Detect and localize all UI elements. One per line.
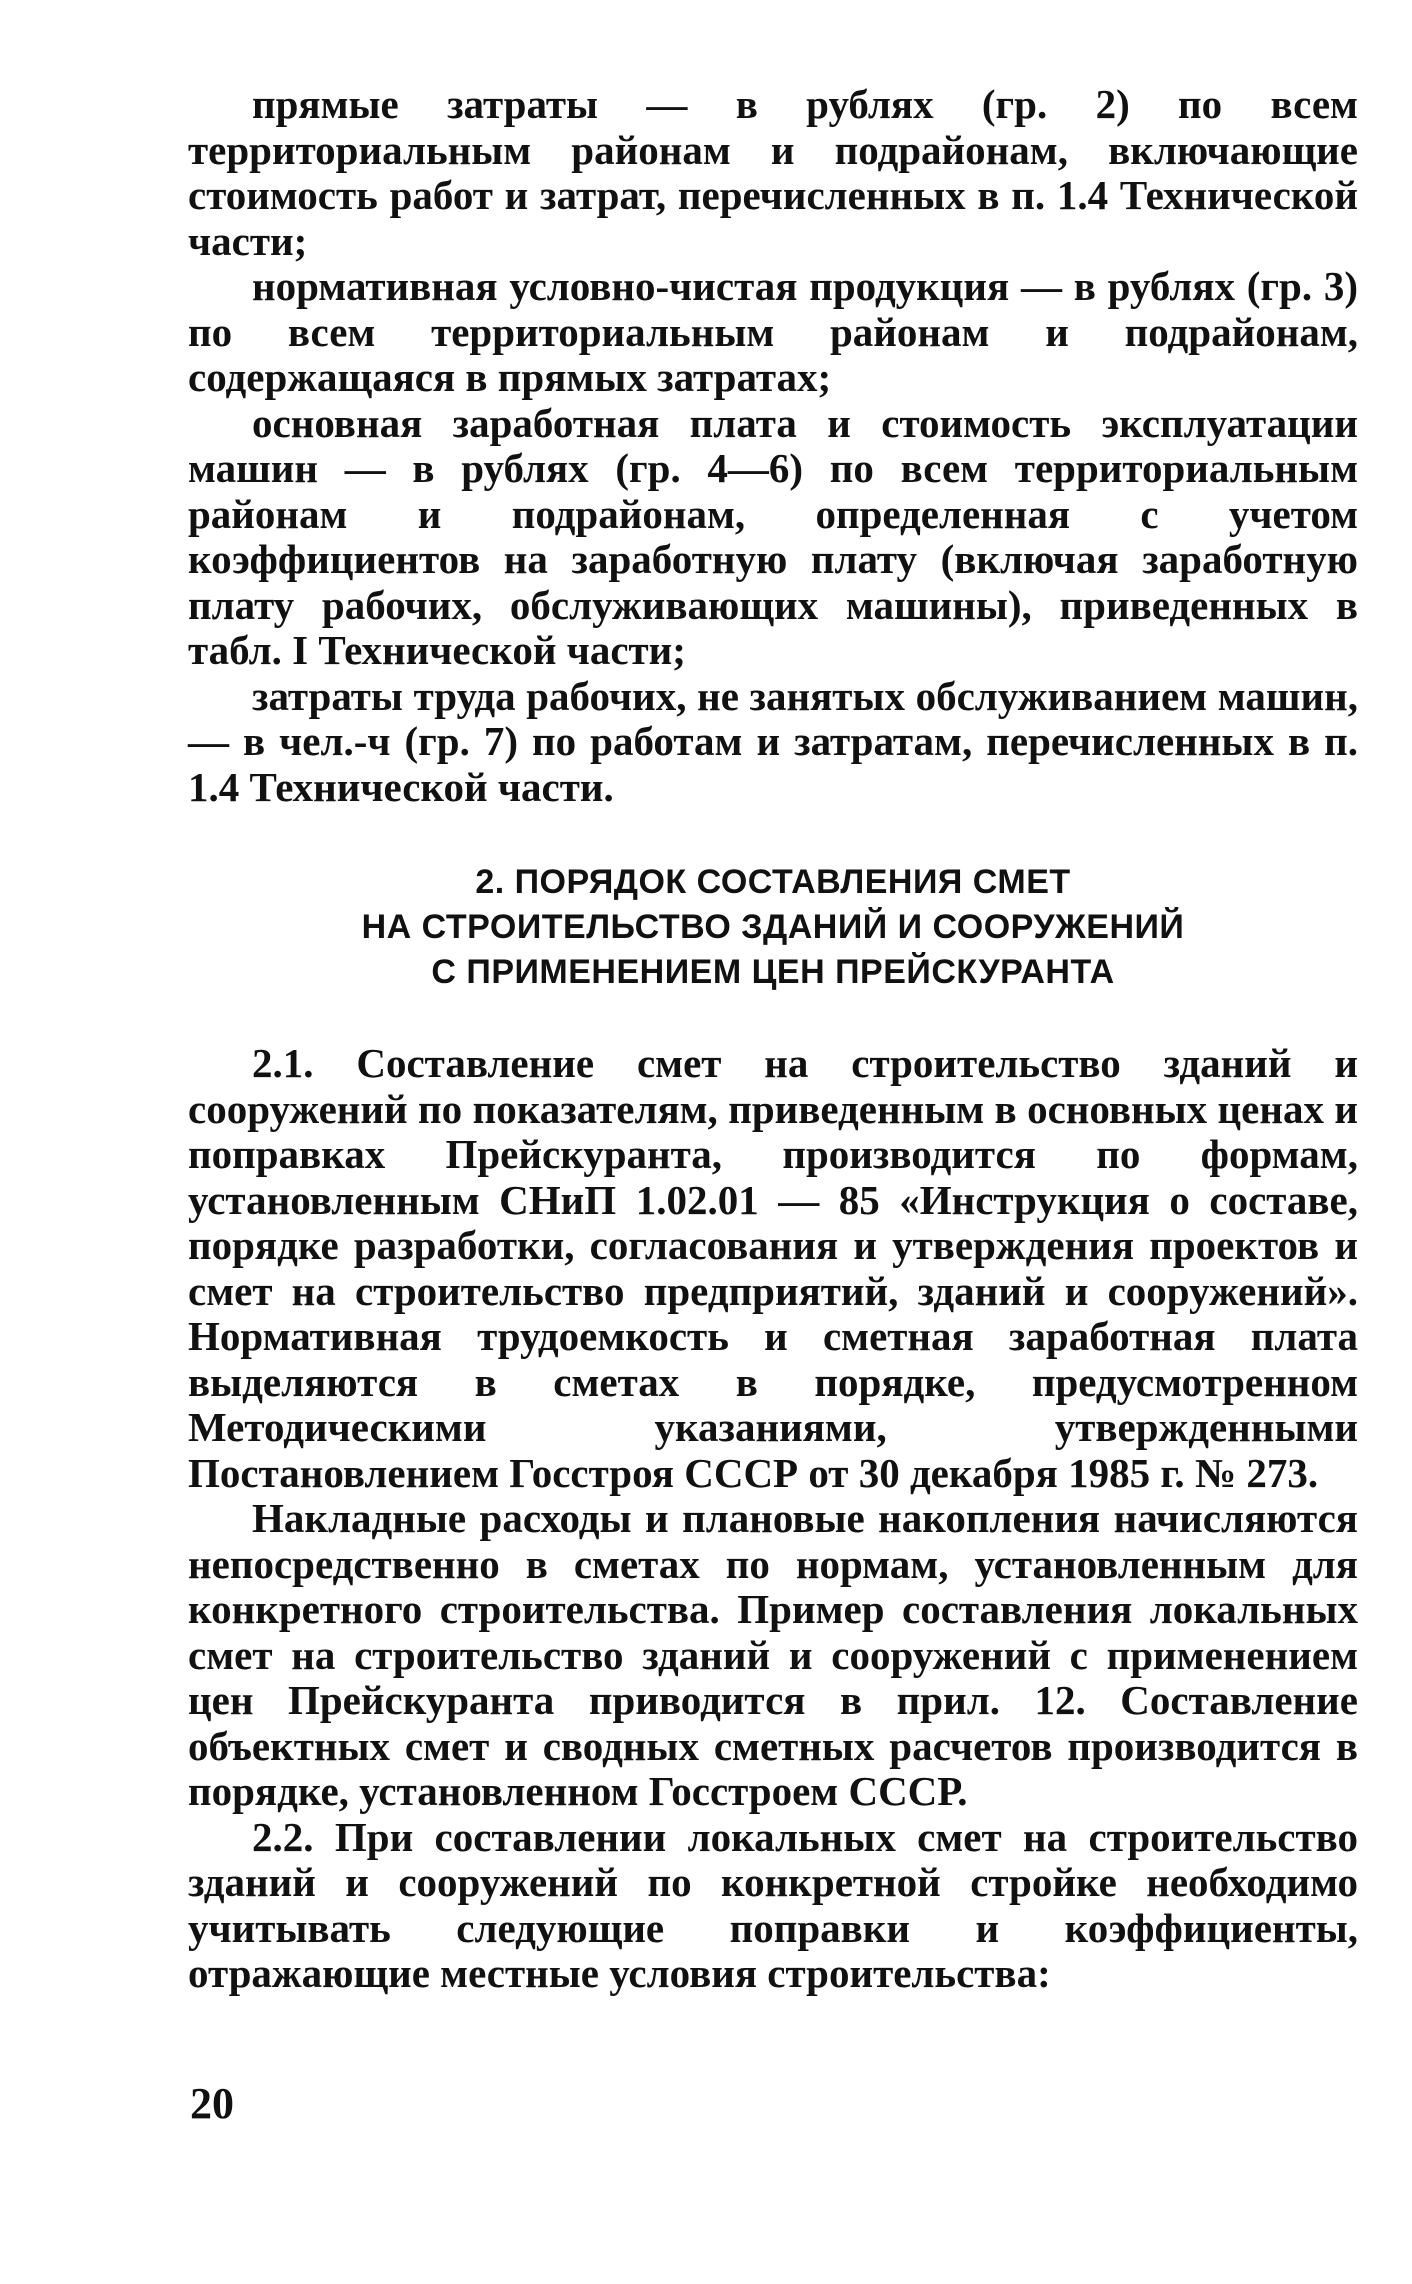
section-heading-line-1: 2. ПОРЯДОК СОСТАВЛЕНИЯ СМЕТ	[475, 863, 1071, 901]
paragraph-wages-machines: основная заработная плата и стоимость эксплуатации машин — в рублях (гр. 4—6) по всем территориальным районам и подрайонам, определенная с учетом коэффициентов на заработную плату (включая заработную плату рабочих, обслуживающих машины), приведенных в табл. I Технической части;	[188, 399, 1358, 673]
section-heading-line-2: НА СТРОИТЕЛЬСТВО ЗДАНИЙ И СООРУЖЕНИЙ	[361, 908, 1185, 946]
paragraph-direct-costs: прямые затраты — в рублях (гр. 2) по всем территориальным районам и подрайонам, включающие стоимость работ и затрат, перечисленных в п. 1.4 Технической части;	[188, 81, 1358, 264]
document-page	[188, 82, 1358, 1997]
paragraph-net-production: нормативная условно-чистая продукция — в рублях (гр. 3) по всем территориальным районам и подрайонам, содержащаяся в прямых затратах;	[188, 263, 1358, 400]
section-heading-line-3: С ПРИМЕНЕНИЕМ ЦЕН ПРЕЙСКУРАНТА	[431, 953, 1115, 991]
page-number: 20	[190, 2079, 234, 2128]
paragraph-labor-costs: затраты труда рабочих, не занятых обслуживанием машин,— в чел.-ч (гр. 7) по работам и затратам, перечисленных в п. 1.4 Технической части.	[188, 672, 1358, 810]
paragraph-2-1: 2.1. Составление смет на строительство зданий и сооружений по показателям, приведенным в основных ценах и поправках Прейскуранта, производится по формам, установленным СНиП 1.02.01 — 85 «Инструкция о составе, порядке разработки, согласования и утверждения проектов и смет на строительство предприятий, зданий и сооружений». Нормативная трудоемкость и сметная заработная плата выделяются в сметах в порядке, предусмотренном Методическими указаниями, утвержденными Постановлением Госстроя СССР от 30 декабря 1985 г. № 273.	[188, 1040, 1358, 1496]
section-heading	[188, 860, 1358, 995]
paragraph-2-2: 2.2. При составлении локальных смет на строительство зданий и сооружений по конкретной стройке необходимо учитывать следующие поправки и коэффициенты, отражающие местные условия строительства:	[188, 1813, 1358, 1996]
paragraph-overhead: Накладные расходы и плановые накопления начисляются непосредственно в сметах по нормам, установленным для конкретного строительства. Пример составления локальных смет на строительство зданий и сооружений с применением цен Прейскуранта приводится в прил. 12. Составление объектных смет и сводных сметных расчетов производится в порядке, установленном Госстроем СССР.	[188, 1495, 1358, 1814]
